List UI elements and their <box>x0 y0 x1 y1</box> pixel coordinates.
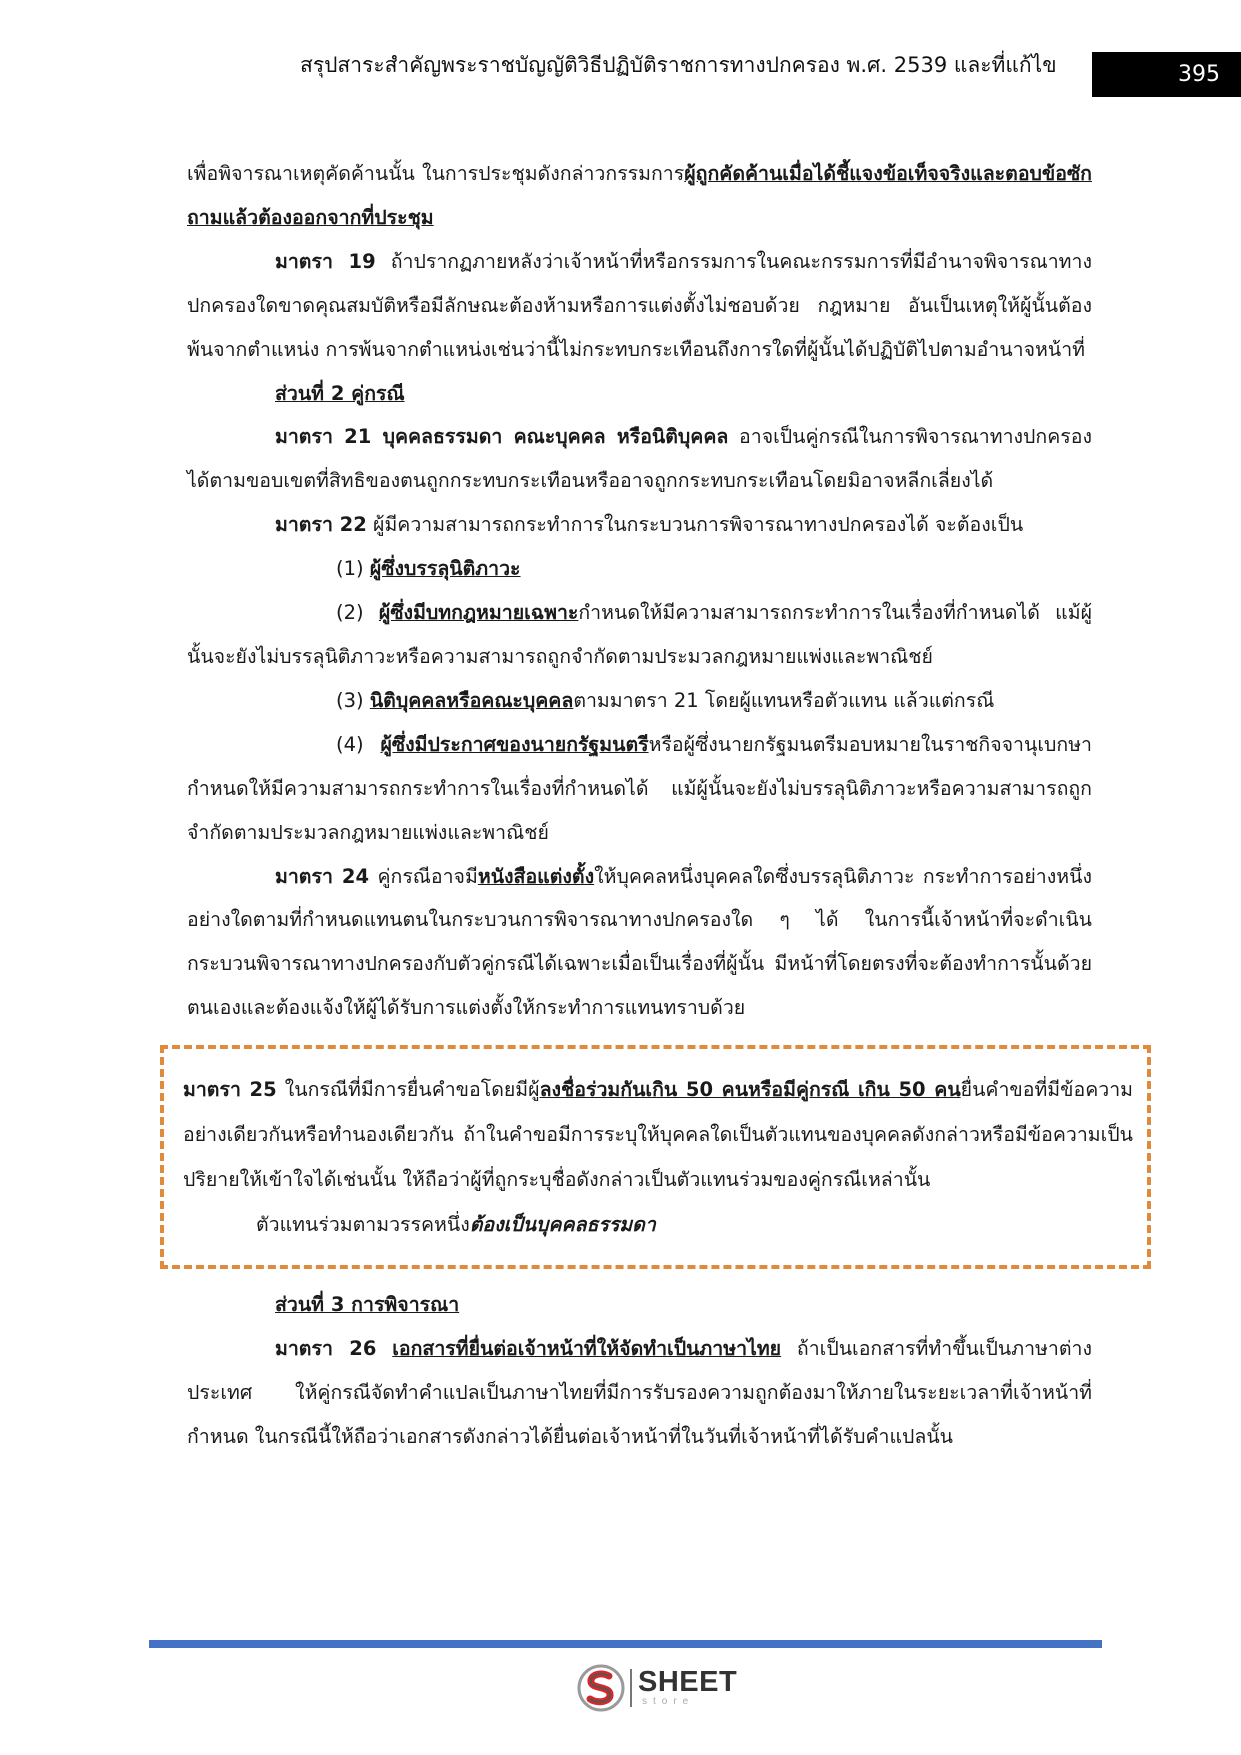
section-text: ให้บุคคลหนึ่งบุคคลใดซึ่งบรรลุนิติภาวะ กระทำการอย่างหนึ่งอย่างใดตามที่กำหนดแทนตนในกระบวนการพิจารณาทางปกครองใด ๆ ได้ ในการนี้เจ้าหน้าที่จะดำเนินกระบวนพิจารณาทางปกครองกับตัวคู่กรณีได้เฉพาะเมื่อเป็นเรื่องที่ผู้นั้น มีหน้าที่โดยตรงที่จะต้องทำการนั้นด้วยตนเองและต้องแจ้งให้ผู้ได้รับการแต่งตั้งให้กระทำการแทนทราบด้วย <box>187 864 1092 1020</box>
section-22-item-3 <box>187 679 1092 723</box>
section-19 <box>187 240 1092 372</box>
item-number: (4) <box>336 732 381 756</box>
section-25-box <box>160 1045 1151 1269</box>
section-24 <box>187 855 1092 1031</box>
emphasis-text: ผู้ถูกคัดค้านเมื่อได้ชี้แจงข้อเท็จจริงและตอบข้อซักถามแล้วต้องออกจากที่ประชุม <box>187 162 1092 229</box>
logo-subtext: store <box>642 1696 695 1707</box>
section-label: มาตรา 25 <box>183 1078 277 1102</box>
sheet-store-s-icon <box>576 1663 626 1713</box>
section-text: ถ้าปรากฏภายหลังว่าเจ้าหน้าที่หรือกรรมการในคณะกรรมการที่มีอำนาจพิจารณาทางปกครองใดขาดคุณสมบัติหรือมีลักษณะต้องห้ามหรือการแต่งตั้งไม่ชอบด้วย กฎหมาย อันเป็นเหตุให้ผู้นั้นต้องพ้นจากตำแหน่ง การพ้นจากตำแหน่งเช่นว่านี้ไม่กระทบกระเทือนถึงการใดที่ผู้นั้นได้ปฏิบัติไปตามอำนาจหน้าที่ <box>187 249 1092 361</box>
section-text: ถ้าเป็นเอกสารที่ทำขึ้นเป็นภาษาต่างประเทศ ให้คู่กรณีจัดทำคำแปลเป็นภาษาไทยที่มีการรับรองความถูกต้องมาให้ภายในระยะเวลาที่เจ้าหน้าที่กำหนด ในกรณีนี้ให้ถือว่าเอกสารดังกล่าวได้ยื่นต่อเจ้าหน้าที่ในวันที่เจ้าหน้าที่ได้รับคำแปลนั้น <box>187 1337 1092 1448</box>
section-label: มาตรา 24 <box>275 864 370 888</box>
item-emphasis: นิติบุคคลหรือคณะบุคคล <box>369 688 574 712</box>
section-25 <box>183 1067 1133 1202</box>
item-emphasis: ผู้ซึ่งมีประกาศของนายกรัฐมนตรี <box>380 732 649 756</box>
section-label: มาตรา 19 <box>275 249 376 273</box>
item-emphasis: ผู้ซึ่งมีบทกฎหมายเฉพาะ <box>378 601 579 625</box>
item-text: ตามมาตรา 21 โดยผู้แทนหรือตัวแทน แล้วแต่กรณี <box>573 688 995 712</box>
document-body <box>183 152 1133 1459</box>
section-25-para-2 <box>183 1202 1133 1247</box>
item-number: (2) <box>336 601 379 625</box>
item-number: (1) <box>336 557 370 581</box>
item-emphasis: ผู้ซึ่งบรรลุนิติภาวะ <box>369 557 521 581</box>
part-3-heading <box>187 1283 1092 1327</box>
logo-divider <box>630 1669 632 1707</box>
paragraph-text: เพื่อพิจารณาเหตุคัดค้านนั้น ในการประชุมดังกล่าวกรรมการ <box>187 162 685 185</box>
emphasis-text: เอกสารที่ยื่นต่อเจ้าหน้าที่ให้จัดทำเป็นภาษาไทย <box>392 1337 782 1361</box>
part-2-heading <box>187 372 1092 416</box>
item-text: หรือผู้ซึ่งนายกรัฐมนตรีมอบหมายในราชกิจจานุเบกษากำหนดให้มีความสามารถกระทำการในเรื่องที่กำหนดได้ แม้ผู้นั้นจะยังไม่บรรลุนิติภาวะหรือความสามารถถูกจำกัดตามประมวลกฎหมายแพ่งและพาณิชย์ <box>187 732 1092 844</box>
section-21 <box>187 415 1092 503</box>
section-label: มาตรา 26 <box>275 1337 377 1361</box>
section-22-item-2 <box>187 591 1092 679</box>
emphasis-text: หนังสือแต่งตั้ง <box>477 864 595 888</box>
header-title: สรุปสาระสำคัญพระราชบัญญัติวิธีปฏิบัติราชการทางปกครอง พ.ศ. 2539 และที่แก้ไข <box>300 53 1057 77</box>
logo-wordmark: SHEET <box>638 1666 738 1698</box>
section-text: คู่กรณีอาจมี <box>369 864 478 888</box>
heading-text: ส่วนที่ 2 คู่กรณี <box>275 381 405 405</box>
section-text: ตัวแทนร่วมตามวรรคหนึ่ง <box>256 1213 470 1237</box>
section-text: อาจเป็นคู่กรณีในการพิจารณาทางปกครองได้ตามขอบเขตที่สิทธิของตนถูกกระทบกระเทือนหรืออาจถูกกระทบกระเทือนโดยมิอาจหลีกเลี่ยงได้ <box>187 425 1092 493</box>
section-label: มาตรา 21 บุคคลธรรมดา คณะบุคคล หรือนิติบุคคล <box>275 425 729 449</box>
section-22-item-4 <box>187 723 1092 855</box>
section-text: ผู้มีความสามารถกระทำการในกระบวนการพิจารณาทางปกครองได้ จะต้องเป็น <box>366 513 1024 537</box>
footer-divider <box>149 1640 1102 1648</box>
paragraph-objection <box>187 152 1092 240</box>
section-text: ในกรณีที่มีการยื่นคำขอโดยมีผู้ <box>276 1078 540 1102</box>
section-text: ยื่นคำขอที่มีข้อความอย่างเดียวกันหรือทำนองเดียวกัน ถ้าในคำขอมีการระบุให้บุคคลใดเป็นตัวแทนของบุคคลดังกล่าวหรือมีข้อความเป็นปริยายให้เข้าใจได้เช่นนั้น ให้ถือว่าผู้ที่ถูกระบุชื่อดังกล่าวเป็นตัวแทนร่วมของคู่กรณีเหล่านั้น <box>183 1078 1133 1192</box>
emphasis-text: ต้องเป็นบุคคลธรรมดา <box>469 1213 656 1237</box>
section-22-item-1 <box>187 547 1092 591</box>
highlight-box <box>160 1045 1151 1269</box>
heading-text: ส่วนที่ 3 การพิจารณา <box>275 1293 460 1317</box>
section-label: มาตรา 22 <box>275 513 367 537</box>
section-22 <box>187 503 1092 547</box>
emphasis-text: ลงชื่อร่วมกันเกิน 50 คนหรือมีคู่กรณี เกิน 50 คน <box>539 1078 961 1102</box>
item-text: กำหนดให้มีความสามารถกระทำการในเรื่องที่กำหนดได้ แม้ผู้นั้นจะยังไม่บรรลุนิติภาวะหรือความสามารถถูกจำกัดตามประมวลกฎหมายแพ่งและพาณิชย์ <box>187 601 1092 668</box>
sheet-store-logo <box>576 1663 746 1713</box>
page-number: 395 <box>1092 52 1241 97</box>
section-26 <box>187 1327 1092 1459</box>
item-number: (3) <box>336 688 370 712</box>
